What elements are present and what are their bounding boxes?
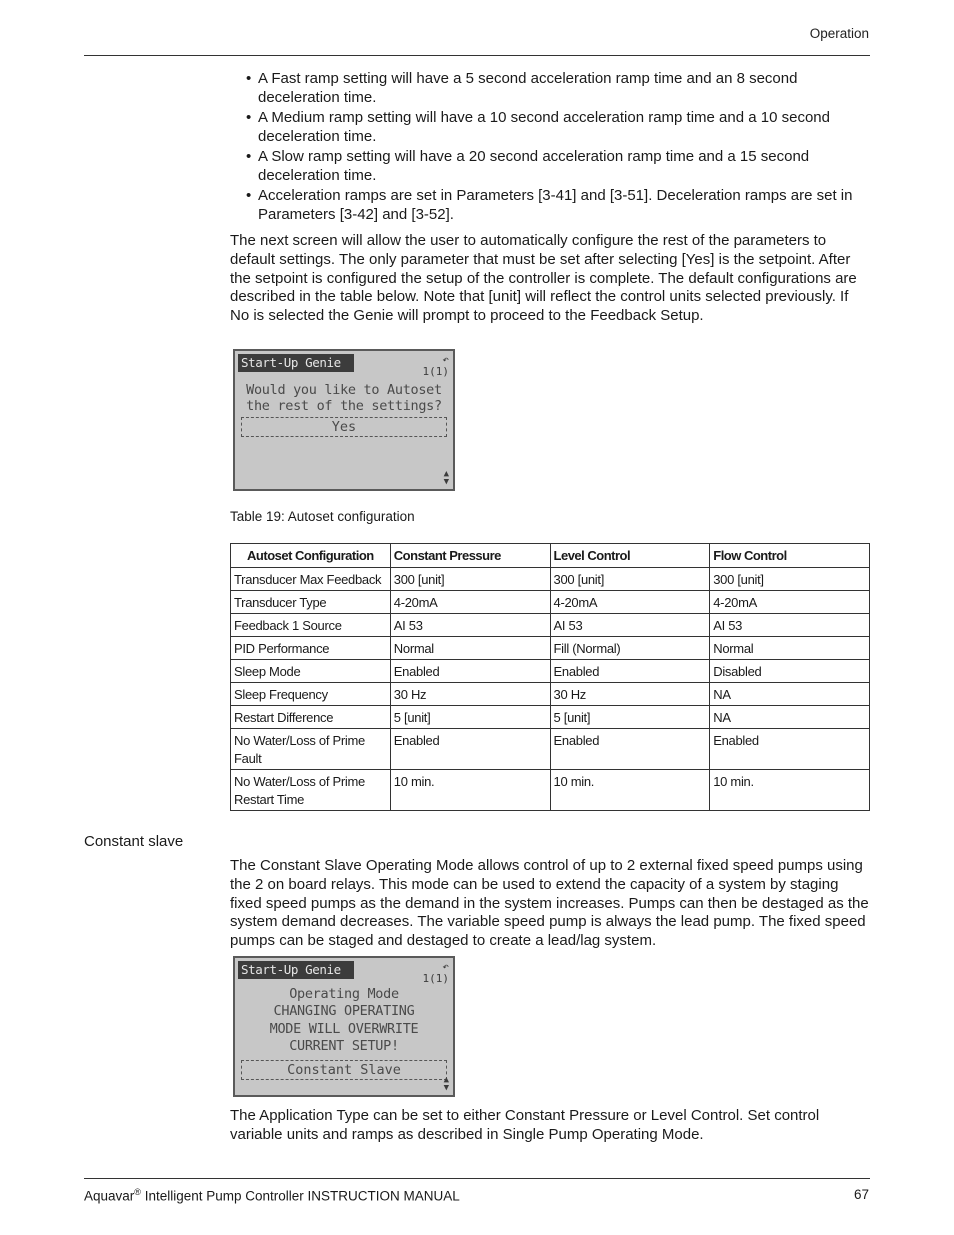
constant-slave-paragraph: The Constant Slave Operating Mode allows control of up to 2 external fixed speed pumps using the 2 on board relays. This mode can be used to extend the capacity of a system by staging fixed speed pumps as the demand in the system increases. Pumps can then be destaged as the system demand decreases. The variable speed pump is always the lead pump. The fixed speed pumps can be staged and destaged to create a lead/lag system. [230, 857, 869, 950]
table-cell: Enabled [550, 729, 710, 770]
table-cell: Enabled [390, 660, 550, 683]
scroll-updown-icon: ▲ ▼ [443, 469, 449, 487]
table-cell: Normal [710, 637, 870, 660]
table-cell: 5 [unit] [390, 706, 550, 729]
lcd-warning-line-2: MODE WILL OVERWRITE [269, 1021, 419, 1037]
table-cell: 10 min. [710, 770, 870, 811]
table-header-cell: Flow Control [710, 544, 870, 568]
table-cell: Enabled [710, 729, 870, 770]
table-cell: Sleep Frequency [231, 683, 391, 706]
back-arrow-icon: ↶ [442, 353, 449, 366]
lcd-back-icon [423, 354, 450, 378]
table-cell: 300 [unit] [550, 568, 710, 591]
lcd-operating-mode-screen [233, 956, 455, 1097]
table-cell: Fill (Normal) [550, 637, 710, 660]
lcd-warning-line-3: CURRENT SETUP! [289, 1038, 399, 1054]
table-cell: 300 [unit] [390, 568, 550, 591]
lcd-prompt-line-1: Would you like to Autoset [246, 382, 442, 398]
table-row [231, 614, 870, 637]
lcd-title: Start-Up Genie [238, 354, 354, 372]
table-cell: 30 Hz [390, 683, 550, 706]
table-cell: 10 min. [550, 770, 710, 811]
back-arrow-icon: ↶ [442, 960, 449, 973]
lcd-prompt-line-2: the rest of the settings? [246, 398, 442, 414]
footer-manual-title [84, 1187, 460, 1204]
table-header-cell: Constant Pressure [390, 544, 550, 568]
menu-index: 1(1) [422, 972, 449, 985]
table-cell: 5 [unit] [550, 706, 710, 729]
section-heading-constant-slave: Constant slave [84, 833, 184, 850]
table-row [231, 568, 870, 591]
table-cell: Restart Difference [231, 706, 391, 729]
table-cell: AI 53 [710, 614, 870, 637]
bullet-slow-ramp: • A Slow ramp setting will have a 20 second acceleration ramp time and a 15 second deceleration time. [230, 148, 870, 186]
table-row [231, 591, 870, 614]
table-cell: No Water/Loss of Prime Restart Time [231, 770, 391, 811]
table-cell: Enabled [390, 729, 550, 770]
autoset-configuration-table [230, 543, 870, 811]
table-cell: 300 [unit] [710, 568, 870, 591]
table-cell: NA [710, 683, 870, 706]
table-row [231, 729, 870, 770]
table-caption: Table 19: Autoset configuration [230, 509, 415, 524]
lcd-selected-option: Yes [241, 417, 447, 437]
header-rule [84, 55, 870, 56]
table-row [231, 637, 870, 660]
autoset-intro [230, 232, 870, 326]
table-cell: NA [710, 706, 870, 729]
footer-title-rest: Intelligent Pump Controller INSTRUCTION MANUAL [140, 1188, 460, 1204]
table-cell: AI 53 [390, 614, 550, 637]
table-cell: Normal [390, 637, 550, 660]
bullet-ramp-parameters: • Acceleration ramps are set in Parameters [3-41] and [3-51]. Deceleration ramps are set in Parameters [3-42] and [3-52]. [230, 187, 870, 225]
table-cell: 4-20mA [550, 591, 710, 614]
application-type-note [230, 1107, 870, 1145]
footer-rule [84, 1178, 870, 1179]
table-cell: Transducer Max Feedback [231, 568, 391, 591]
table-cell: Disabled [710, 660, 870, 683]
ramp-bullet-list [230, 70, 870, 226]
table-row [231, 660, 870, 683]
application-type-paragraph: The Application Type can be set to either Constant Pressure or Level Control. Set control variable units and ramps as described in Single Pump Operating Mode. [230, 1107, 820, 1143]
lcd-autoset-screen [233, 349, 455, 491]
table-row [231, 683, 870, 706]
table-cell: Enabled [550, 660, 710, 683]
constant-slave-description [230, 857, 870, 951]
table-row [231, 706, 870, 729]
lcd-selected-option: Constant Slave [241, 1060, 447, 1080]
lcd-mode-label: Operating Mode [289, 986, 399, 1002]
scroll-updown-icon: ▲ ▼ [443, 1075, 449, 1093]
bullet-fast-ramp: • A Fast ramp setting will have a 5 second acceleration ramp time and an 8 second deceleration time. [230, 70, 870, 108]
table-cell: AI 53 [550, 614, 710, 637]
table-cell: 4-20mA [710, 591, 870, 614]
registered-mark: ® [134, 1187, 141, 1197]
footer-brand: Aquavar [84, 1188, 135, 1204]
table-cell: Transducer Type [231, 591, 391, 614]
bullet-medium-ramp: • A Medium ramp setting will have a 10 second acceleration ramp time and a 10 second deceleration time. [230, 109, 870, 147]
lcd-back-icon [423, 961, 450, 985]
table-cell: Feedback 1 Source [231, 614, 391, 637]
lcd-title: Start-Up Genie [238, 961, 354, 979]
table-row [231, 770, 870, 811]
table-header-cell: Autoset Configuration [231, 544, 391, 568]
running-header: Operation [809, 26, 869, 41]
table-cell: PID Performance [231, 637, 391, 660]
table-cell: 30 Hz [550, 683, 710, 706]
table-cell: 4-20mA [390, 591, 550, 614]
lcd-warning-line-1: CHANGING OPERATING [273, 1003, 415, 1019]
table-header-row [231, 544, 870, 568]
table-cell: No Water/Loss of Prime Fault [231, 729, 391, 770]
table-header-cell: Level Control [550, 544, 710, 568]
autoset-intro-paragraph: The next screen will allow the user to automatically configure the rest of the parameters to default settings. The only parameter that must be set after selecting [Yes] is the setpoint. After the setpoint is configured the setup of the controller is complete. The default configurations are described in the table below. Note that [unit] will reflect the control units selected previously. If No is selected the Genie will prompt to proceed to the Feedback Setup. [230, 232, 857, 325]
page-number: 67 [853, 1187, 869, 1202]
menu-index: 1(1) [422, 365, 449, 378]
table-cell: Sleep Mode [231, 660, 391, 683]
table-cell: 10 min. [390, 770, 550, 811]
